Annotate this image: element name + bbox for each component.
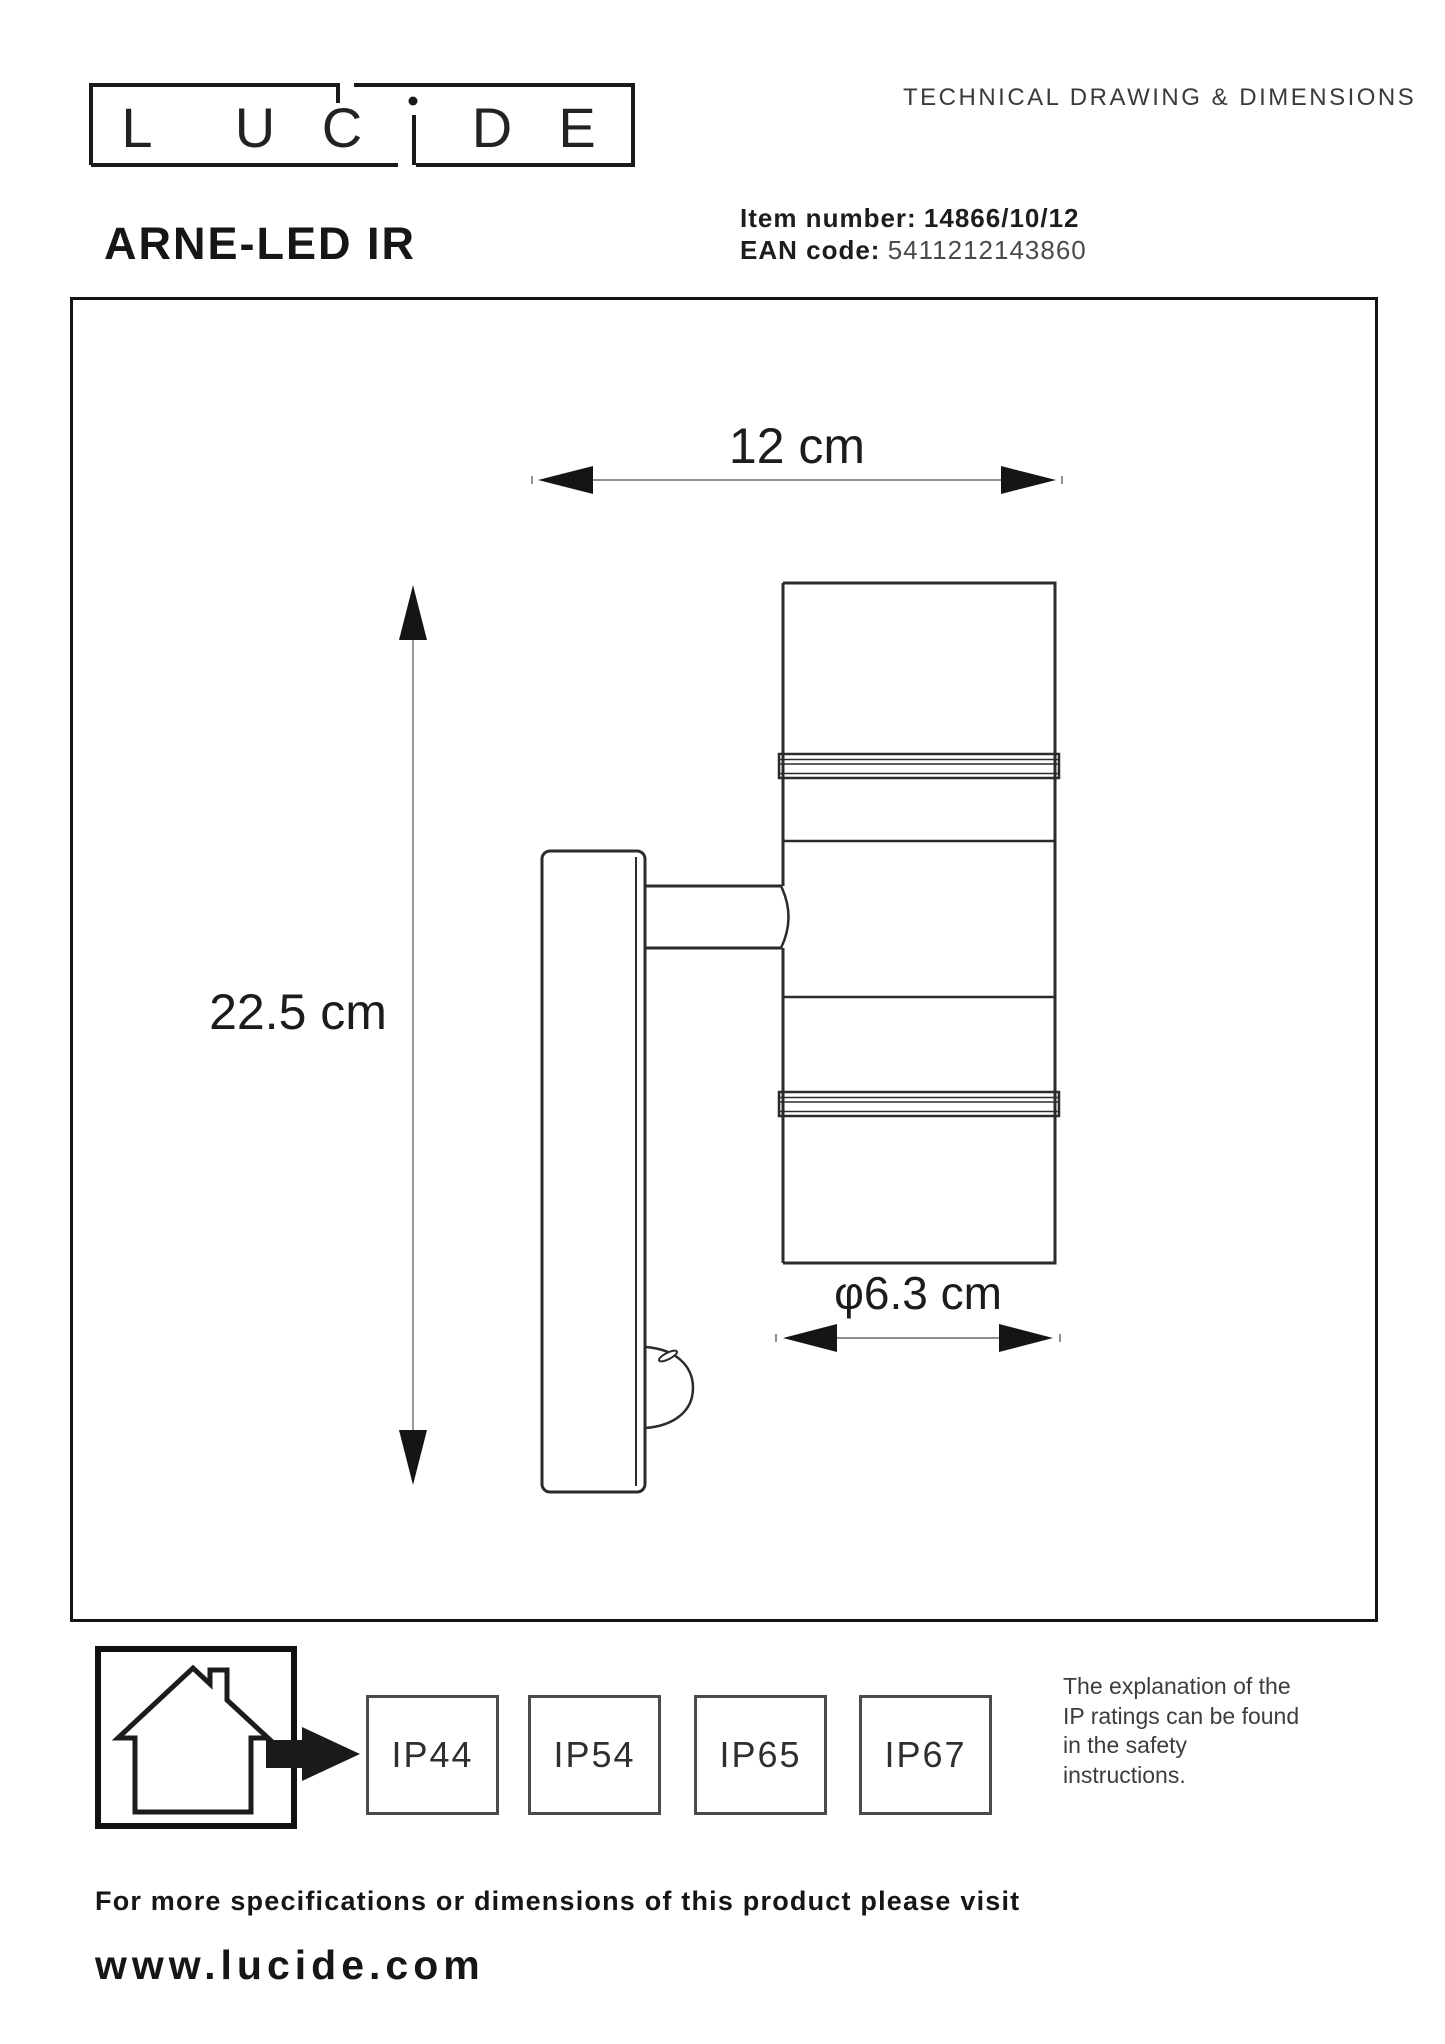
dimension-width	[532, 418, 1062, 494]
arrow-right-shape	[266, 1727, 360, 1781]
logo-letter-i-dot	[409, 97, 418, 106]
ip-note-line-3: in the safety	[1063, 1732, 1188, 1758]
ip-badge-ip44: IP44	[366, 1695, 499, 1815]
dim-height-label: 22.5 cm	[209, 984, 387, 1040]
dim-width-arrow-left	[538, 466, 593, 494]
groove-top-band	[779, 754, 1059, 778]
ean-line	[740, 234, 1087, 266]
lamp-cylinder	[779, 583, 1059, 1263]
technical-drawing-canvas	[70, 297, 1378, 1622]
item-number-label: Item number:	[740, 203, 917, 233]
arm-fill	[645, 888, 788, 946]
drawing-border	[72, 299, 1377, 1621]
dim-width-label: 12 cm	[728, 418, 866, 474]
product-name: ARNE-LED IR	[104, 218, 416, 269]
logo-letter-e: E	[558, 96, 596, 159]
lamp-cylinder-outline	[783, 583, 1055, 1263]
item-number-line	[740, 202, 1087, 234]
ip-note-line-2: IP ratings can be found	[1063, 1702, 1300, 1729]
dim-diameter-arrow-left	[783, 1324, 837, 1352]
motion-sensor	[645, 1347, 693, 1428]
lamp-groove-ring-top	[779, 754, 1059, 778]
lamp-groove-ring-bottom	[779, 1092, 1059, 1116]
ean-value: 5411212143860	[887, 235, 1087, 265]
ean-label: EAN code:	[740, 235, 881, 265]
lucide-logo	[89, 83, 635, 167]
ip-note-line-4: instructions.	[1063, 1761, 1186, 1788]
logo-letter-u: U	[234, 96, 276, 159]
dim-diameter-arrow-right	[999, 1324, 1053, 1352]
ip-badge-ip67: IP67	[859, 1695, 992, 1815]
ip-arrow-icon	[260, 1720, 365, 1788]
footer-website: www.lucide.com	[95, 1942, 485, 1988]
dim-width-arrow-right	[1001, 466, 1056, 494]
footer-text: For more specifications or dimensions of this product please visit	[95, 1886, 1021, 1916]
item-info-block	[740, 202, 1087, 266]
ip-badge-ip54: IP54	[528, 1695, 661, 1815]
dim-height-arrow-bottom	[399, 1430, 427, 1485]
dimension-height	[209, 585, 427, 1485]
groove-bottom-band	[779, 1092, 1059, 1116]
ip-ratings-note	[1063, 1672, 1299, 1790]
ip-note-line-1: The explanation of the	[1063, 1673, 1291, 1699]
wall-plate	[542, 851, 645, 1492]
house-icon	[118, 1668, 268, 1812]
ip-badge-ip65: IP65	[694, 1695, 827, 1815]
dim-height-arrow-top	[399, 585, 427, 640]
logo-letter-l: L	[121, 96, 153, 159]
wall-plate-outline	[542, 851, 645, 1492]
document-title: TECHNICAL DRAWING & DIMENSIONS	[903, 84, 1417, 111]
logo-letter-d: D	[471, 96, 513, 159]
mounting-arm	[645, 886, 789, 948]
dim-diameter-label: φ6.3 cm	[834, 1267, 1002, 1319]
item-number-value: 14866/10/12	[923, 203, 1080, 233]
dimension-diameter	[776, 1267, 1060, 1352]
logo-letter-c: C	[321, 96, 363, 159]
